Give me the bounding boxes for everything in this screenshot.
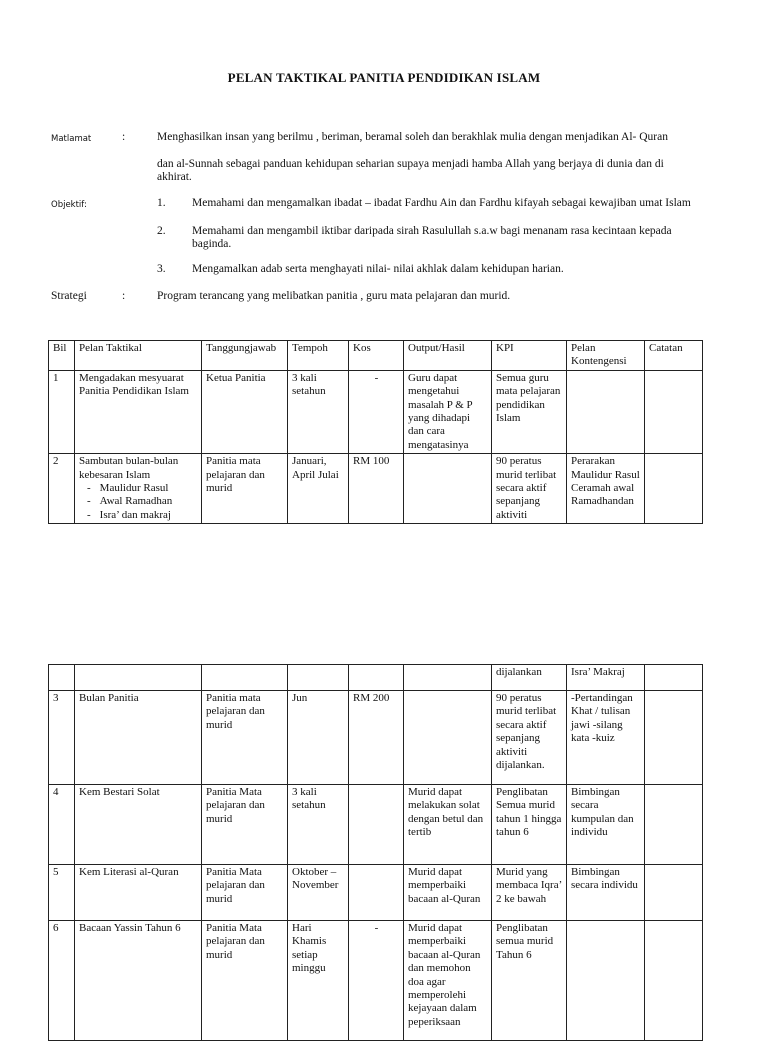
cell-kos: RM 200 [349, 691, 404, 785]
cell-pelan: Kem Literasi al-Quran [75, 865, 202, 921]
cell-kos: RM 100 [349, 454, 404, 524]
cell-bil: 1 [49, 370, 75, 453]
cell-empty [202, 665, 288, 691]
cell-kontingensi: Perarakan Maulidur Rasul Ceramah awal Ramadhandan [567, 454, 645, 524]
header-kontengensi: Pelan Kontengensi [567, 341, 645, 371]
cell-kpi: dijalankan [492, 665, 567, 691]
cell-output: Murid dapat memperbaiki bacaan al-Quran dan memohon doa agar memperolehi kejayaan dalam peperiksaan [404, 921, 492, 1041]
cell-output [404, 454, 492, 524]
cell-tempoh: Januari, April Julai [288, 454, 349, 524]
cell-bil: 4 [49, 785, 75, 865]
cell-output: Murid dapat memperbaiki bacaan al-Quran [404, 865, 492, 921]
header-tempoh: Tempoh [288, 341, 349, 371]
header-pelan-taktikal: Pelan Taktikal [75, 341, 202, 371]
cell-catatan [645, 785, 703, 865]
cell-tempoh: Hari Khamis setiap minggu [288, 921, 349, 1041]
sub-list [79, 482, 198, 522]
cell-tanggungjawab: Panitia mata pelajaran dan murid [202, 691, 288, 785]
cell-pelan-title: Sambutan bulan-bulan kebesaran Islam [79, 455, 179, 481]
table-row [49, 921, 703, 1041]
cell-kpi: Murid yang membaca Iqra’ 2 ke bawah [492, 865, 567, 921]
matlamat-label: Matlamat [51, 134, 92, 144]
cell-kpi: 90 peratus murid terlibat secara aktif sepanjang aktiviti dijalankan. [492, 691, 567, 785]
cell-output: Murid dapat melakukan solat dengan betul dan tertib [404, 785, 492, 865]
strategi-text: Program terancang yang melibatkan panitia , guru mata pelajaran dan murid. [157, 290, 511, 302]
cell-kontingensi: Bimbingan secara kumpulan dan individu [567, 785, 645, 865]
cell-kos: - [349, 921, 404, 1041]
cell-tanggungjawab: Ketua Panitia [202, 370, 288, 453]
cell-output [404, 691, 492, 785]
cell-tanggungjawab: Panitia Mata pelajaran dan murid [202, 785, 288, 865]
header-tanggungjawab: Tanggungjawab [202, 341, 288, 371]
cell-kontingensi [567, 921, 645, 1041]
matlamat-colon: : [122, 131, 126, 143]
cell-empty [349, 665, 404, 691]
cell-bil: 2 [49, 454, 75, 524]
cell-empty [288, 665, 349, 691]
table-row [49, 785, 703, 865]
objektif-text-3: Mengamalkan adab serta menghayati nilai- nilai akhlak dalam kehidupan harian. [192, 263, 564, 275]
cell-kos: - [349, 370, 404, 453]
cell-tanggungjawab: Panitia Mata pelajaran dan murid [202, 921, 288, 1041]
cell-output: Guru dapat mengetahui masalah P & P yang dihadapi dan cara mengatasinya [404, 370, 492, 453]
list-item: - Isra’ dan makraj [101, 509, 198, 522]
cell-catatan [645, 370, 703, 453]
objektif-num-1: 1. [157, 197, 166, 209]
plan-table [48, 340, 703, 524]
cell-empty [645, 665, 703, 691]
cell-catatan [645, 865, 703, 921]
cell-pelan: Mengadakan mesyuarat Panitia Pendidikan Islam [75, 370, 202, 453]
table-row-continued [49, 665, 703, 691]
cell-bil: 6 [49, 921, 75, 1041]
cell-tempoh: 3 kali setahun [288, 370, 349, 453]
cell-catatan [645, 454, 703, 524]
table-row [49, 454, 703, 524]
strategi-label: Strategi [51, 290, 87, 302]
objektif-num-3: 3. [157, 263, 166, 275]
header-kos: Kos [349, 341, 404, 371]
cell-kos [349, 785, 404, 865]
cell-kontingensi [567, 370, 645, 453]
cell-kpi: Semua guru mata pelajaran pendidikan Islam [492, 370, 567, 453]
cell-kpi: 90 peratus murid terlibat secara aktif sepanjang aktiviti [492, 454, 567, 524]
plan-table-continued [48, 664, 703, 1041]
cell-bil: 5 [49, 865, 75, 921]
cell-kos [349, 865, 404, 921]
cell-empty [49, 665, 75, 691]
matlamat-line-2: dan al-Sunnah sebagai panduan kehidupan seharian supaya menjadi hamba Allah yang berjaya di dunia dan di akhirat. [157, 158, 664, 184]
cell-kpi: Penglibatan semua murid Tahun 6 [492, 921, 567, 1041]
cell-tanggungjawab: Panitia mata pelajaran dan murid [202, 454, 288, 524]
cell-empty [404, 665, 492, 691]
cell-kontingensi: -Pertandingan Khat / tulisan jawi -silang kata -kuiz [567, 691, 645, 785]
objektif-text-2: Memahami dan mengambil iktibar daripada sirah Rasulullah s.a.w bagi menanam rasa kecintaan kepada baginda. [192, 225, 672, 251]
header-catatan: Catatan [645, 341, 703, 371]
table-row [49, 370, 703, 453]
cell-bil: 3 [49, 691, 75, 785]
cell-kpi: Penglibatan Semua murid tahun 1 hingga tahun 6 [492, 785, 567, 865]
list-item: - Maulidur Rasul [101, 482, 198, 495]
cell-tempoh: 3 kali setahun [288, 785, 349, 865]
cell-pelan [75, 454, 202, 524]
table-header-row [49, 341, 703, 371]
cell-pelan: Bulan Panitia [75, 691, 202, 785]
cell-kontingensi: Isra’ Makraj [567, 665, 645, 691]
table-row [49, 691, 703, 785]
objektif-text-1: Memahami dan mengamalkan ibadat – ibadat Fardhu Ain dan Fardhu kifayah sebagai kewajiban umat Islam [192, 197, 691, 209]
cell-kontingensi: Bimbingan secara individu [567, 865, 645, 921]
cell-pelan: Kem Bestari Solat [75, 785, 202, 865]
header-bil: Bil [49, 341, 75, 371]
matlamat-line-1: Menghasilkan insan yang berilmu , beriman, beramal soleh dan berakhlak mulia dengan menjadikan Al- Quran [157, 131, 668, 143]
header-output: Output/Hasil [404, 341, 492, 371]
objektif-num-2: 2. [157, 225, 166, 237]
cell-tanggungjawab: Panitia Mata pelajaran dan murid [202, 865, 288, 921]
header-kpi: KPI [492, 341, 567, 371]
table-row [49, 865, 703, 921]
objektif-label: Objektif: [51, 200, 87, 210]
strategi-colon: : [122, 290, 126, 302]
cell-pelan: Bacaan Yassin Tahun 6 [75, 921, 202, 1041]
cell-catatan [645, 921, 703, 1041]
list-item: - Awal Ramadhan [101, 495, 198, 508]
cell-catatan [645, 691, 703, 785]
cell-tempoh: Jun [288, 691, 349, 785]
page-title: PELAN TAKTIKAL PANITIA PENDIDIKAN ISLAM [227, 70, 541, 85]
cell-empty [75, 665, 202, 691]
cell-tempoh: Oktober – November [288, 865, 349, 921]
